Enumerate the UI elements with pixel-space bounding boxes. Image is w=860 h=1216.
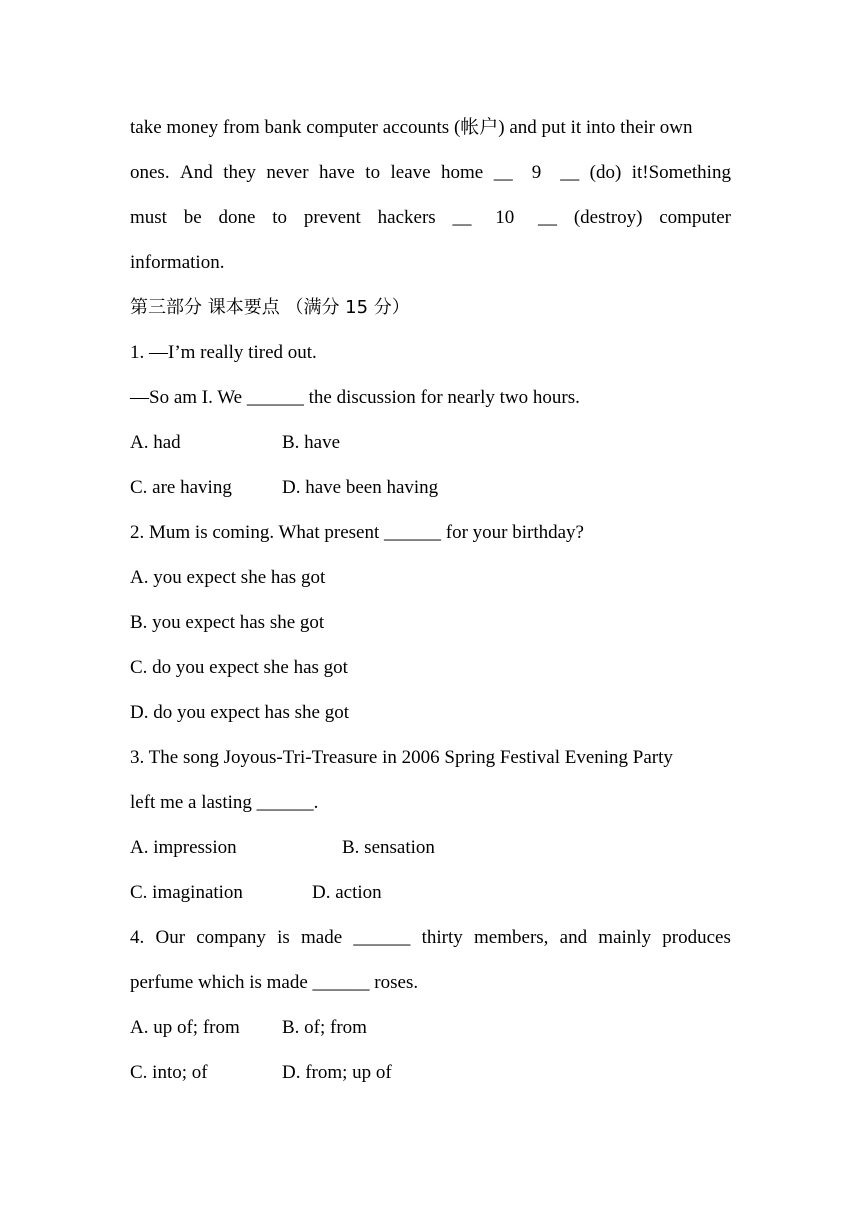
question-1-option-d: D. have been having bbox=[282, 477, 439, 498]
passage-line-3: must be done to prevent hackers __ 10 __ (destroy) computer bbox=[130, 207, 731, 228]
question-2-option-b: B. you expect has she got bbox=[130, 612, 325, 633]
question-3-stem: 3. The song Joyous-Tri-Treasure in 2006 Spring Festival Evening Party bbox=[130, 747, 673, 768]
passage-line-4: information. bbox=[130, 252, 225, 273]
passage-line-1: take money from bank computer accounts (帐户) and put it into their own bbox=[130, 117, 693, 138]
question-1-option-b: B. have bbox=[282, 432, 341, 453]
blank-10: __ 10 __ bbox=[452, 207, 557, 228]
question-3-option-b: B. sensation bbox=[342, 837, 435, 858]
question-2-option-c: C. do you expect she has got bbox=[130, 657, 348, 678]
question-4-stem-cont: perfume which is made ______ roses. bbox=[130, 972, 419, 993]
question-1-stem: 1. —I’m really tired out. bbox=[130, 342, 317, 363]
question-2-option-a: A. you expect she has got bbox=[130, 567, 326, 588]
section-heading: 第三部分 课本要点 （满分 15 分） bbox=[130, 297, 410, 318]
question-2-option-d: D. do you expect has she got bbox=[130, 702, 349, 723]
question-4-stem: 4. Our company is made ______ thirty members, and mainly produces bbox=[130, 927, 731, 948]
question-1-reply: —So am I. We ______ the discussion for nearly two hours. bbox=[130, 387, 580, 408]
blank-9: __ 9 __ bbox=[493, 162, 580, 183]
question-4-option-b: B. of; from bbox=[282, 1017, 367, 1038]
question-1-option-a: A. had bbox=[130, 432, 181, 453]
question-4-option-d: D. from; up of bbox=[282, 1062, 392, 1083]
question-3-option-a: A. impression bbox=[130, 837, 237, 858]
question-4-option-c: C. into; of bbox=[130, 1062, 208, 1083]
question-1-option-c: C. are having bbox=[130, 477, 232, 498]
question-3-option-c: C. imagination bbox=[130, 882, 243, 903]
question-3-option-d: D. action bbox=[312, 882, 382, 903]
passage-line-2: ones. And they never have to leave home __ 9 __ (do) it!Something bbox=[130, 162, 731, 183]
question-2-stem: 2. Mum is coming. What present ______ for your birthday? bbox=[130, 522, 584, 543]
question-3-stem-cont: left me a lasting ______. bbox=[130, 792, 319, 813]
question-4-option-a: A. up of; from bbox=[130, 1017, 240, 1038]
